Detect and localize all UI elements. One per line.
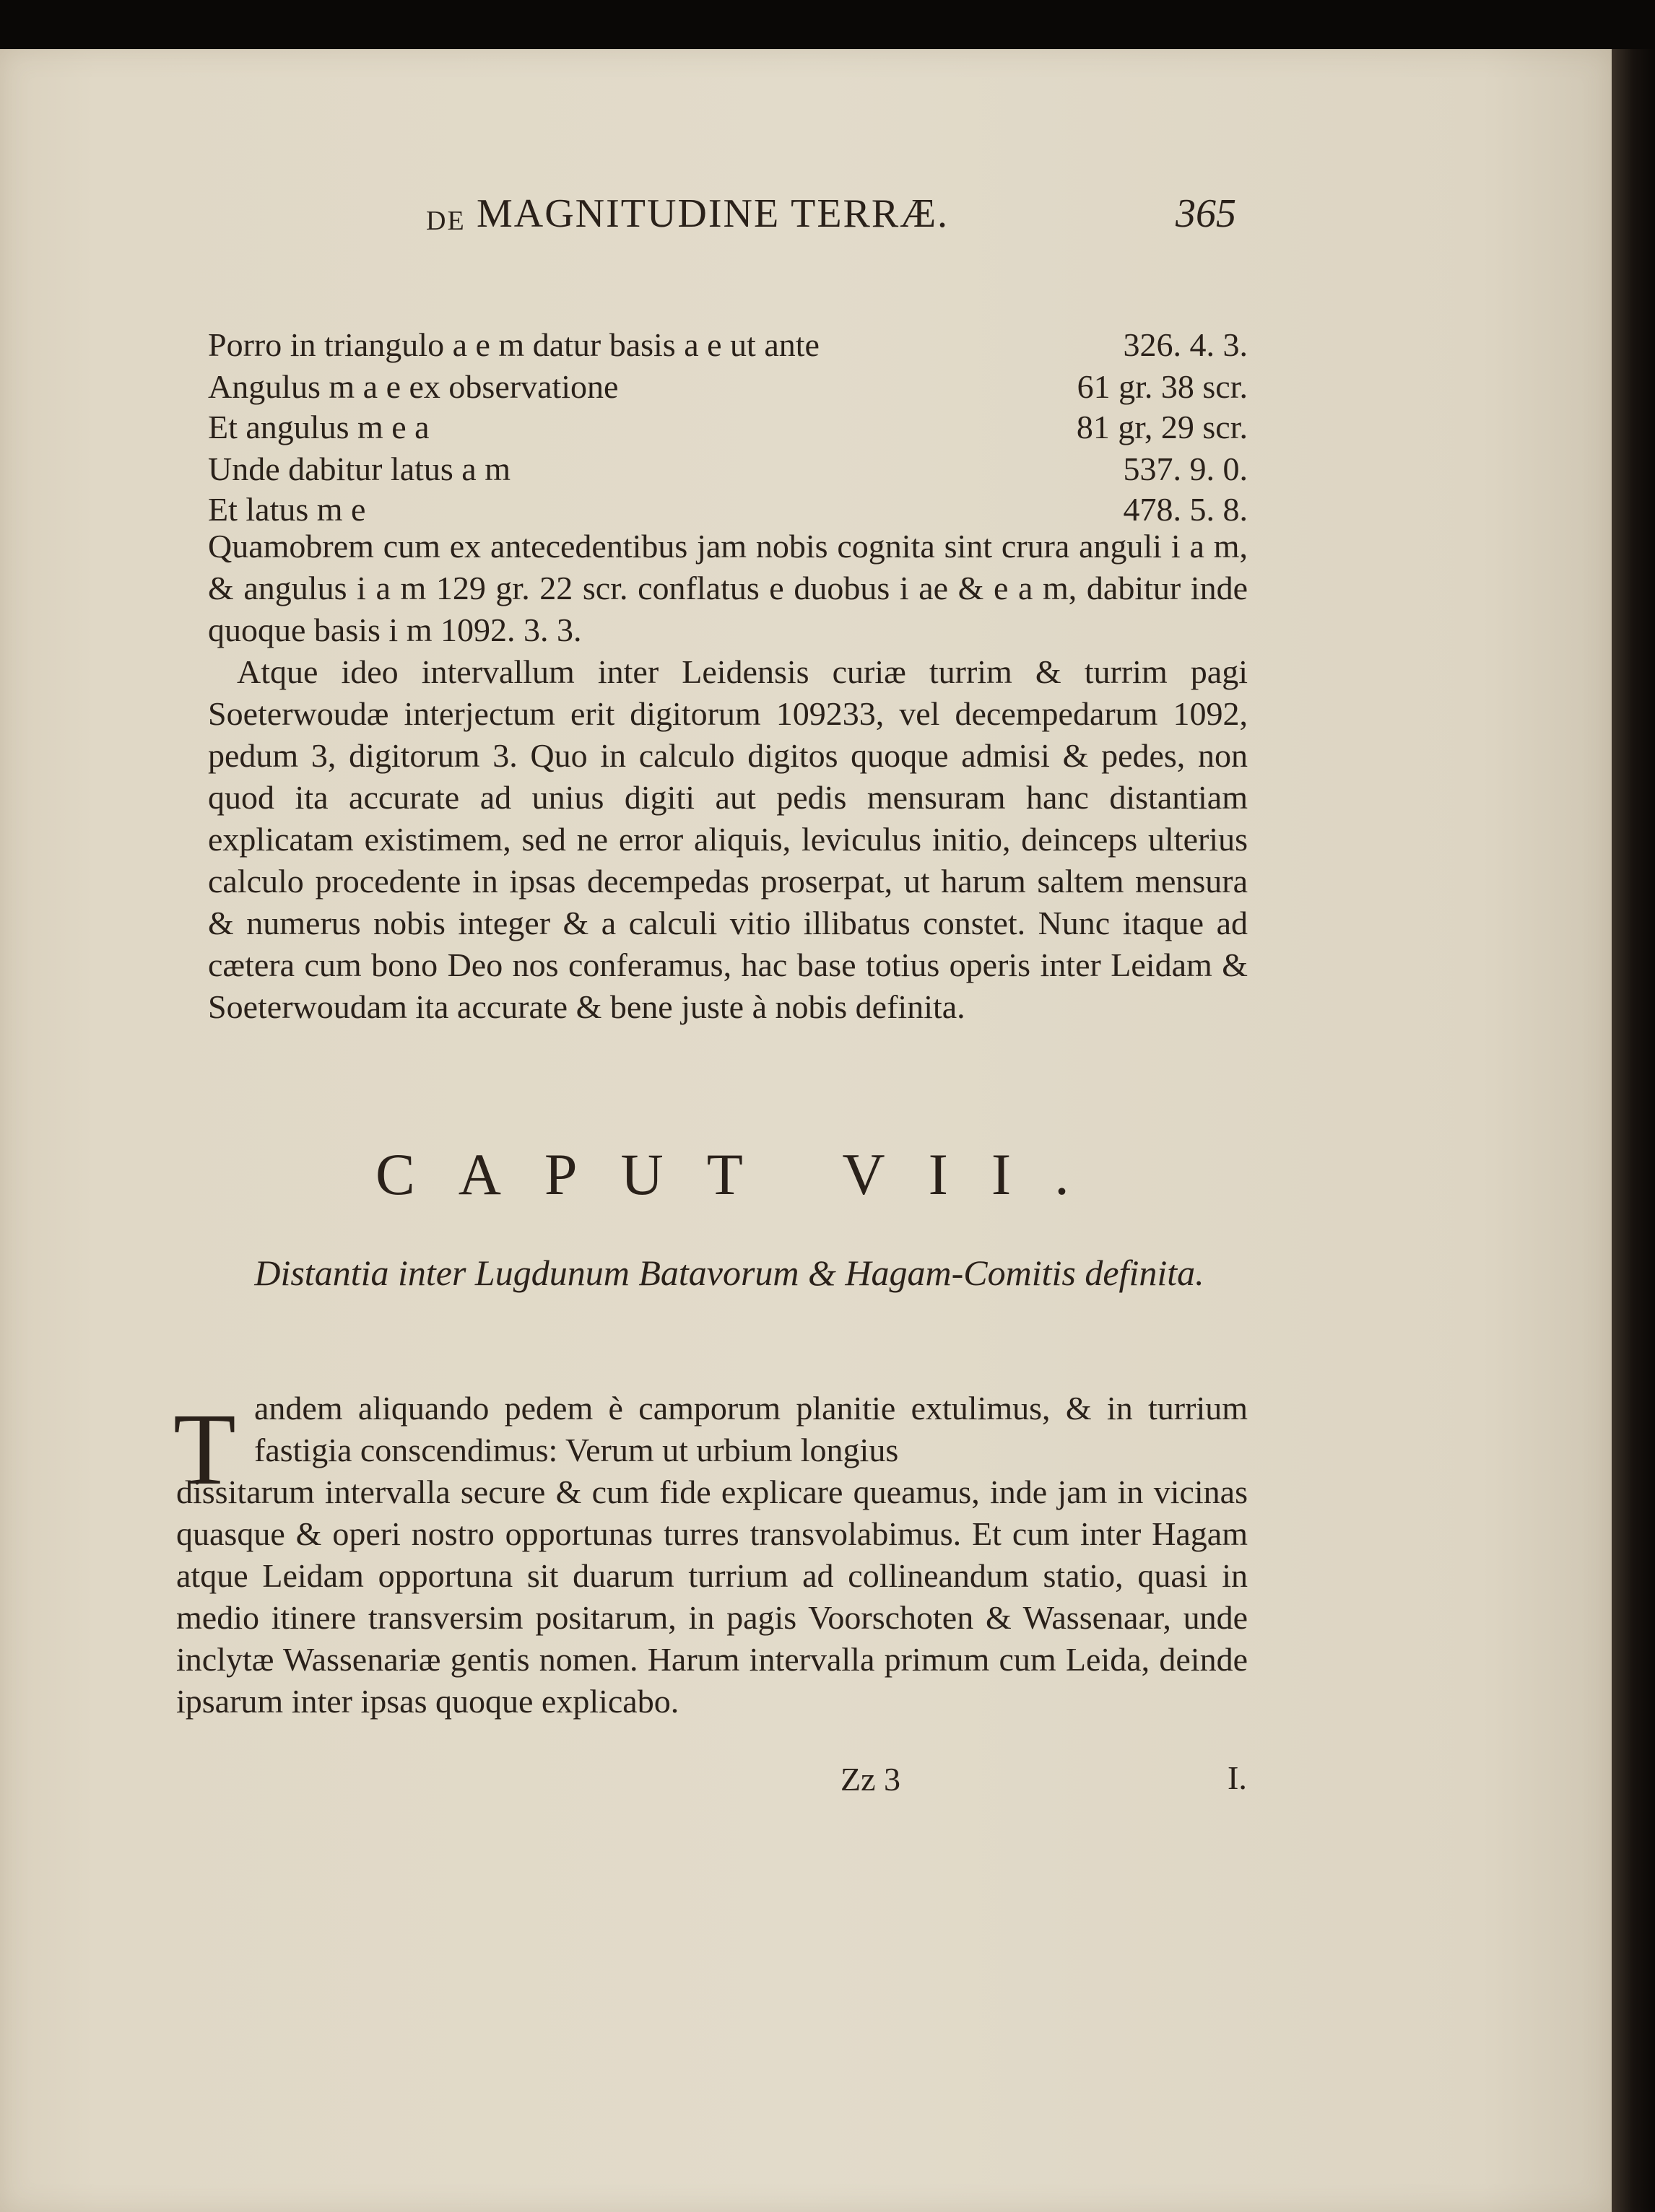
- paragraph-quamobrem: Quamobrem cum ex antecedentibus jam nobis cognita sint crura anguli i a m, & angulus i a m 129 gr. 22 scr. conflatus e duobus i ae & e a m, dabitur inde quoque basis i m 1092. 3. 3.: [208, 528, 1248, 648]
- calc-value: 326. 4. 3.: [1123, 326, 1248, 363]
- page-number: 365: [1176, 191, 1236, 236]
- calc-label: Et angulus m e a: [208, 409, 430, 445]
- calc-label: Porro in triangulo a e m datur basis a e ut ante: [208, 326, 820, 363]
- calc-row: [208, 448, 1248, 491]
- calc-row: [208, 323, 1248, 367]
- calc-label: Et latus m e: [208, 491, 366, 528]
- paragraph-atque: Atque ideo intervallum inter Leidensis curiæ turrim & turrim pagi Soeterwoudæ interjectum erit digitorum 109233, vel decempedarum 1092, pedum 3, digitorum 3. Quo in calculo digitos quoque admisi & pedes, non quod ita accurate ad unius digiti aut pedis mensuram hanc distantiam explicatam existimem, sed ne error aliquis, leviculus initio, deinceps ulterius calculo procedente in ipsas decempedas proserpat, ut harum saltem mensura & numerus nobis integer & a calculi vitio illibatus constet. Nunc itaque ad cætera cum bono Deo nos conferamus, hac base totius operis inter Leidam & Soeterwoudam ita accurate & bene juste à nobis definita.: [208, 653, 1248, 1025]
- chapter-title: CAPUT VII.: [375, 1141, 1113, 1207]
- header-title: MAGNITUDINE TERRÆ.: [477, 191, 950, 236]
- drop-cap: T: [173, 1392, 236, 1506]
- paragraph-first-lines: andem aliquando pedem è camporum planitie extulimus, & in turrium fastigia conscendimus: Verum ut urbium longius: [254, 1390, 1248, 1468]
- calc-label: Angulus m a e ex observatione: [208, 368, 619, 405]
- running-header: [419, 186, 1264, 244]
- calc-value: 61 gr. 38 scr.: [1077, 368, 1248, 405]
- paragraph-body: dissitarum intervalla secure & cum fide explicare queamus, inde jam in vicinas quasque & operi nostro opportunas turres transvolabimus. Et cum inter Hagam atque Leidam opportuna sit duarum turrium ad collineandum statio, quasi in medio itinere transversim positarum, in pagis Voorschoten & Wassenaar, unde inclytæ Wassenariæ gentis nomen. Harum intervalla primum cum Leida, deinde ipsarum inter ipsas quoque explicabo.: [176, 1473, 1248, 1720]
- calc-label: Unde dabitur latus a m: [208, 450, 511, 487]
- header-prefix: DE: [426, 206, 466, 236]
- catchword: I.: [1228, 1759, 1247, 1796]
- calc-row: [208, 365, 1248, 409]
- calc-value: 478. 5. 8.: [1123, 491, 1248, 528]
- page-edge-shadow: [1612, 49, 1655, 2212]
- chapter-subtitle: Distantia inter Lugdunum Batavorum & Hagam-Comitis definita.: [254, 1253, 1204, 1293]
- calc-row: [208, 406, 1248, 449]
- signature-mark: Zz 3: [840, 1761, 901, 1798]
- calc-value: 537. 9. 0.: [1123, 450, 1248, 487]
- calc-row: [208, 488, 1248, 531]
- calc-value: 81 gr, 29 scr.: [1076, 409, 1248, 445]
